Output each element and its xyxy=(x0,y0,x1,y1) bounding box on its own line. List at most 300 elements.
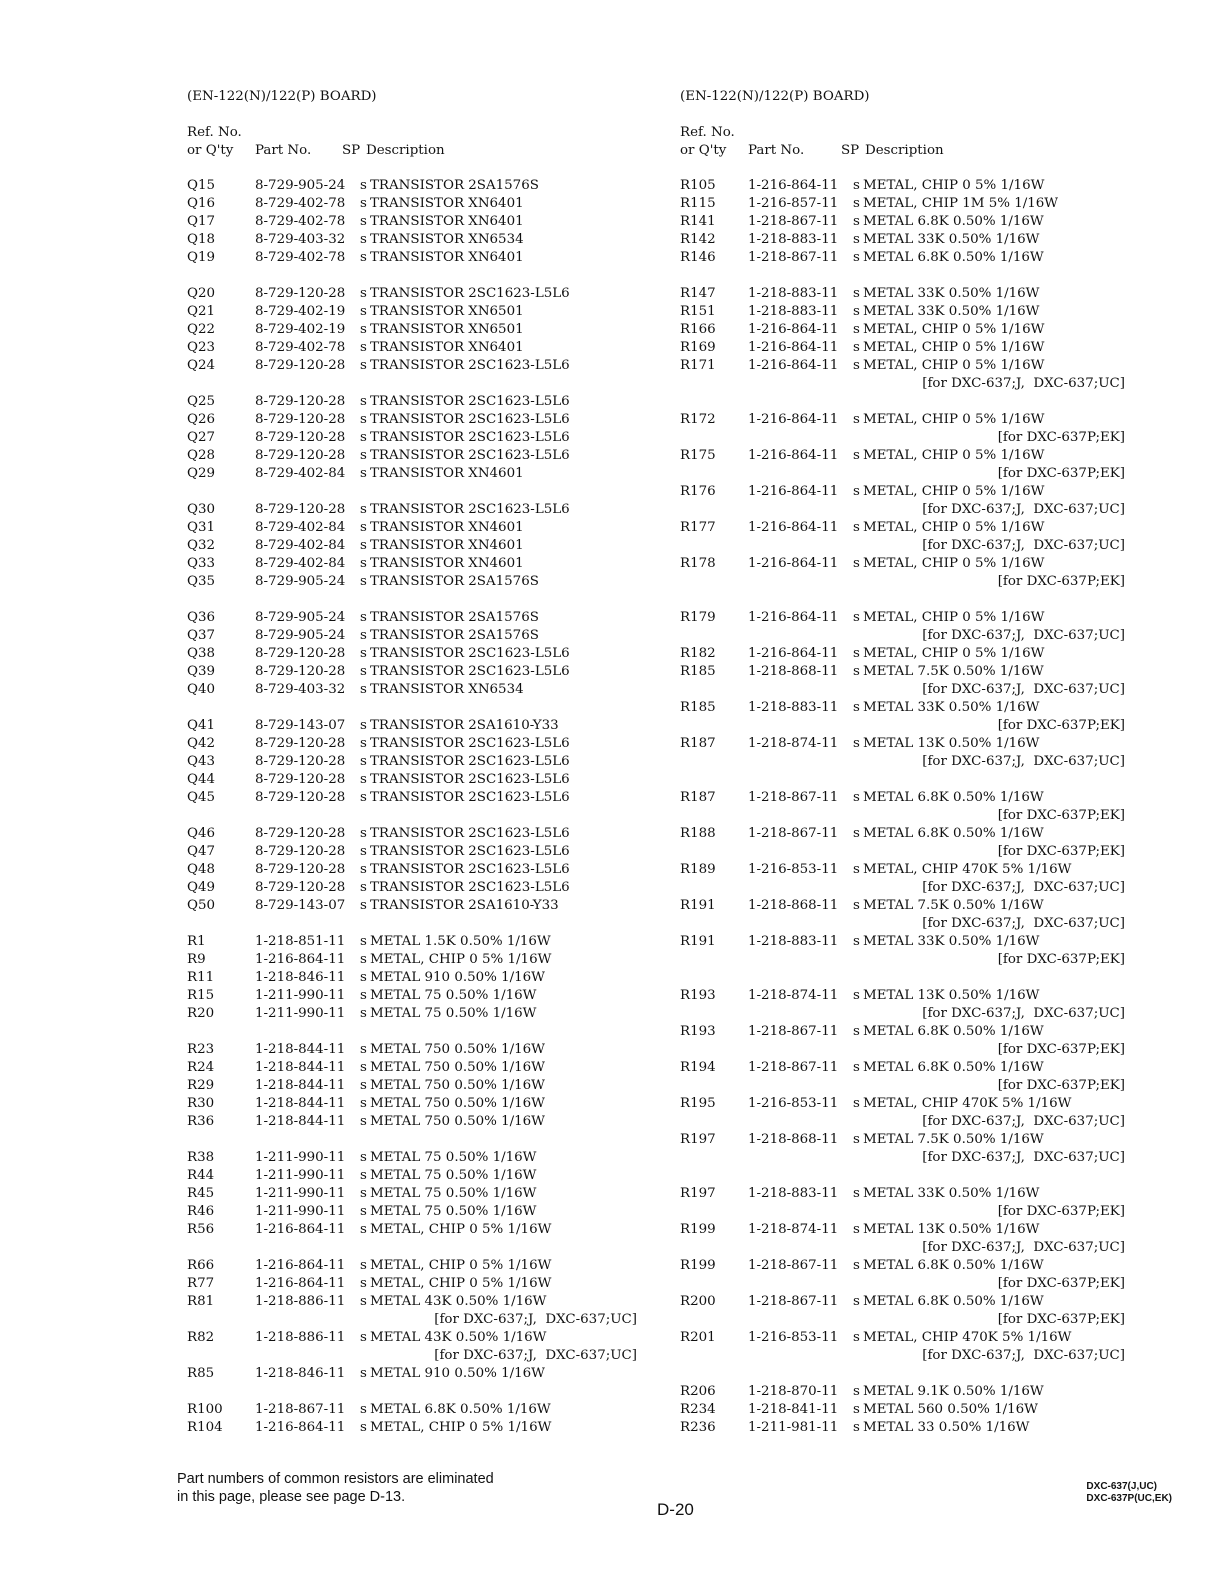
description: METAL 750 0.50% 1/16W xyxy=(370,1042,545,1057)
part-row xyxy=(187,465,637,483)
part-no: 8-729-120-28 xyxy=(255,646,346,661)
description: TRANSISTOR 2SC1623-L5L6 xyxy=(370,826,570,841)
part-row xyxy=(680,861,1125,879)
sp-mark: s xyxy=(853,826,860,841)
part-no: 8-729-120-28 xyxy=(255,754,346,769)
ref-no: R193 xyxy=(680,988,716,1003)
part-no: 1-216-864-11 xyxy=(748,322,839,337)
description: TRANSISTOR XN4601 xyxy=(370,520,524,535)
ref-no: Q22 xyxy=(187,322,216,337)
part-no: 1-218-868-11 xyxy=(748,1132,839,1147)
ref-no: Q45 xyxy=(187,790,216,805)
part-row xyxy=(187,537,637,555)
description: METAL, CHIP 0 5% 1/16W xyxy=(370,1222,552,1237)
part-row xyxy=(680,249,1125,267)
description: TRANSISTOR 2SC1623-L5L6 xyxy=(370,646,570,661)
sp-mark: s xyxy=(853,484,860,499)
model-note: [for DXC-637;J, DXC-637;UC] xyxy=(922,502,1125,517)
description: METAL 33K 0.50% 1/16W xyxy=(863,304,1040,319)
model-note-row xyxy=(680,879,1125,897)
part-no: 1-216-864-11 xyxy=(748,646,839,661)
part-no: 1-211-990-11 xyxy=(255,1006,346,1021)
sp-mark: s xyxy=(360,736,367,751)
ref-no: R20 xyxy=(187,1006,215,1021)
sp-mark: s xyxy=(360,1114,367,1129)
description: METAL 33K 0.50% 1/16W xyxy=(863,934,1040,949)
sp-mark: s xyxy=(360,682,367,697)
model-note: [for DXC-637P;EK] xyxy=(997,844,1125,859)
ref-no: R82 xyxy=(187,1330,215,1345)
page-number: D-20 xyxy=(657,1500,694,1519)
part-row xyxy=(680,357,1125,375)
description: TRANSISTOR 2SA1576S xyxy=(370,628,539,643)
sp-mark: s xyxy=(360,1168,367,1183)
part-no: 1-218-844-11 xyxy=(255,1042,346,1057)
part-row xyxy=(187,663,637,681)
sp-mark: s xyxy=(360,880,367,895)
part-no: 8-729-402-84 xyxy=(255,520,346,535)
sp-mark: s xyxy=(360,862,367,877)
part-row xyxy=(187,303,637,321)
part-no: 8-729-120-28 xyxy=(255,772,346,787)
description: TRANSISTOR 2SC1623-L5L6 xyxy=(370,736,570,751)
part-no: 8-729-402-78 xyxy=(255,340,346,355)
ref-no: R30 xyxy=(187,1096,215,1111)
header-qty: or Q'ty xyxy=(680,143,727,158)
sp-mark: s xyxy=(853,664,860,679)
part-row xyxy=(187,789,637,807)
model-note-row xyxy=(187,1347,637,1365)
model-note: [for DXC-637P;EK] xyxy=(997,1042,1125,1057)
header-qty: or Q'ty xyxy=(187,143,234,158)
ref-no: R44 xyxy=(187,1168,215,1183)
model-note: [for DXC-637;J, DXC-637;UC] xyxy=(922,1006,1125,1021)
ref-no: R171 xyxy=(680,358,716,373)
ref-no: Q44 xyxy=(187,772,216,787)
ref-no: R201 xyxy=(680,1330,716,1345)
parts-list-left xyxy=(187,177,637,1437)
sp-mark: s xyxy=(853,1258,860,1273)
model-note: [for DXC-637;J, DXC-637;UC] xyxy=(922,1348,1125,1363)
sp-mark: s xyxy=(360,1006,367,1021)
sp-mark: s xyxy=(853,1330,860,1345)
part-row xyxy=(187,1041,637,1059)
sp-mark: s xyxy=(360,466,367,481)
part-no: 1-218-844-11 xyxy=(255,1078,346,1093)
model-note-row xyxy=(680,1077,1125,1095)
part-no: 1-218-846-11 xyxy=(255,1366,346,1381)
part-no: 1-211-990-11 xyxy=(255,1150,346,1165)
sp-mark: s xyxy=(360,1330,367,1345)
sp-mark: s xyxy=(853,448,860,463)
model-line: DXC-637P(UC,EK) xyxy=(1086,1493,1172,1504)
sp-mark: s xyxy=(360,358,367,373)
part-row xyxy=(680,195,1125,213)
part-row xyxy=(187,555,637,573)
part-row xyxy=(680,1293,1125,1311)
sp-mark: s xyxy=(360,988,367,1003)
part-row xyxy=(680,645,1125,663)
part-no: 1-216-864-11 xyxy=(748,412,839,427)
description: METAL 13K 0.50% 1/16W xyxy=(863,988,1040,1003)
row-spacer xyxy=(680,1167,1125,1185)
description: TRANSISTOR 2SC1623-L5L6 xyxy=(370,772,570,787)
part-no: 1-216-864-11 xyxy=(255,1258,346,1273)
model-note-row xyxy=(680,465,1125,483)
description: TRANSISTOR 2SA1576S xyxy=(370,574,539,589)
ref-no: R185 xyxy=(680,664,716,679)
sp-mark: s xyxy=(360,1186,367,1201)
row-spacer xyxy=(680,1365,1125,1383)
row-spacer xyxy=(680,267,1125,285)
description: METAL 7.5K 0.50% 1/16W xyxy=(863,1132,1044,1147)
part-row xyxy=(187,645,637,663)
model-note-row xyxy=(680,501,1125,519)
part-no: 1-218-867-11 xyxy=(255,1402,346,1417)
model-note: [for DXC-637;J, DXC-637;UC] xyxy=(922,754,1125,769)
sp-mark: s xyxy=(853,358,860,373)
part-row xyxy=(680,339,1125,357)
sp-mark: s xyxy=(360,322,367,337)
ref-no: R178 xyxy=(680,556,716,571)
model-note: [for DXC-637P;EK] xyxy=(997,430,1125,445)
part-row xyxy=(680,285,1125,303)
description: METAL 7.5K 0.50% 1/16W xyxy=(863,898,1044,913)
sp-mark: s xyxy=(853,1024,860,1039)
sp-mark: s xyxy=(853,1420,860,1435)
model-note: [for DXC-637;J, DXC-637;UC] xyxy=(922,538,1125,553)
ref-no: R38 xyxy=(187,1150,215,1165)
part-row xyxy=(187,1275,637,1293)
ref-no: R182 xyxy=(680,646,716,661)
ref-no: Q17 xyxy=(187,214,216,229)
part-no: 8-729-120-28 xyxy=(255,358,346,373)
model-note-row xyxy=(680,843,1125,861)
model-note: [for DXC-637;J, DXC-637;UC] xyxy=(922,1240,1125,1255)
sp-mark: s xyxy=(360,178,367,193)
ref-no: R56 xyxy=(187,1222,215,1237)
sp-mark: s xyxy=(360,520,367,535)
description: METAL 6.8K 0.50% 1/16W xyxy=(863,826,1044,841)
model-note: [for DXC-637P;EK] xyxy=(997,952,1125,967)
model-line: DXC-637(J,UC) xyxy=(1086,1481,1157,1492)
part-row xyxy=(680,213,1125,231)
part-no: 8-729-905-24 xyxy=(255,178,346,193)
ref-no: R176 xyxy=(680,484,716,499)
part-row xyxy=(680,519,1125,537)
description: METAL 6.8K 0.50% 1/16W xyxy=(863,1060,1044,1075)
part-row xyxy=(187,609,637,627)
part-row xyxy=(680,1329,1125,1347)
part-row xyxy=(187,1095,637,1113)
part-row xyxy=(187,213,637,231)
ref-no: R104 xyxy=(187,1420,223,1435)
part-row xyxy=(680,987,1125,1005)
part-row xyxy=(680,1059,1125,1077)
ref-no: Q33 xyxy=(187,556,216,571)
ref-no: Q27 xyxy=(187,430,216,445)
description: METAL 43K 0.50% 1/16W xyxy=(370,1330,547,1345)
row-spacer xyxy=(680,393,1125,411)
part-no: 1-218-867-11 xyxy=(748,250,839,265)
header-description: Description xyxy=(366,143,445,158)
sp-mark: s xyxy=(360,1222,367,1237)
ref-no: R142 xyxy=(680,232,716,247)
part-row xyxy=(187,735,637,753)
header-part-no: Part No. xyxy=(748,143,805,158)
model-note: [for DXC-637P;EK] xyxy=(997,574,1125,589)
ref-no: R187 xyxy=(680,790,716,805)
sp-mark: s xyxy=(853,340,860,355)
ref-no: Q36 xyxy=(187,610,216,625)
sp-mark: s xyxy=(853,286,860,301)
model-note-row xyxy=(680,1275,1125,1293)
part-row xyxy=(680,231,1125,249)
sp-mark: s xyxy=(360,340,367,355)
description: METAL, CHIP 0 5% 1/16W xyxy=(863,412,1045,427)
part-no: 8-729-402-84 xyxy=(255,556,346,571)
part-no: 8-729-402-84 xyxy=(255,466,346,481)
part-no: 1-218-883-11 xyxy=(748,700,839,715)
part-no: 1-218-874-11 xyxy=(748,988,839,1003)
part-row xyxy=(187,357,637,375)
part-no: 1-218-867-11 xyxy=(748,790,839,805)
part-row xyxy=(680,825,1125,843)
part-row xyxy=(187,285,637,303)
footer-note-line: Part numbers of common resistors are eliminated xyxy=(177,1471,494,1487)
ref-no: R197 xyxy=(680,1132,716,1147)
ref-no: R191 xyxy=(680,934,716,949)
sp-mark: s xyxy=(853,1294,860,1309)
part-row xyxy=(680,555,1125,573)
part-row xyxy=(187,879,637,897)
ref-no: R9 xyxy=(187,952,206,967)
sp-mark: s xyxy=(853,1222,860,1237)
part-no: 1-218-874-11 xyxy=(748,736,839,751)
ref-no: R146 xyxy=(680,250,716,265)
parts-column-right xyxy=(680,88,1125,1437)
sp-mark: s xyxy=(853,862,860,877)
part-row xyxy=(680,1383,1125,1401)
description: METAL 6.8K 0.50% 1/16W xyxy=(863,214,1044,229)
ref-no: Q49 xyxy=(187,880,216,895)
description: TRANSISTOR 2SC1623-L5L6 xyxy=(370,790,570,805)
model-note: [for DXC-637;J, DXC-637;UC] xyxy=(922,682,1125,697)
part-no: 1-218-867-11 xyxy=(748,1294,839,1309)
ref-no: Q18 xyxy=(187,232,216,247)
sp-mark: s xyxy=(853,250,860,265)
part-no: 1-218-886-11 xyxy=(255,1294,346,1309)
ref-no: R23 xyxy=(187,1042,215,1057)
part-row xyxy=(187,1005,637,1023)
sp-mark: s xyxy=(853,934,860,949)
part-no: 1-218-883-11 xyxy=(748,286,839,301)
ref-no: Q31 xyxy=(187,520,216,535)
description: TRANSISTOR 2SC1623-L5L6 xyxy=(370,430,570,445)
part-no: 1-216-853-11 xyxy=(748,862,839,877)
ref-no: R36 xyxy=(187,1114,215,1129)
part-row xyxy=(187,1221,637,1239)
sp-mark: s xyxy=(360,286,367,301)
ref-no: Q48 xyxy=(187,862,216,877)
part-row xyxy=(187,1203,637,1221)
model-note: [for DXC-637P;EK] xyxy=(997,718,1125,733)
part-no: 8-729-120-28 xyxy=(255,394,346,409)
ref-no: R105 xyxy=(680,178,716,193)
part-row xyxy=(187,987,637,1005)
ref-no: Q37 xyxy=(187,628,216,643)
ref-no: Q47 xyxy=(187,844,216,859)
header-part-no: Part No. xyxy=(255,143,312,158)
description: METAL, CHIP 470K 5% 1/16W xyxy=(863,862,1072,877)
ref-no: R85 xyxy=(187,1366,215,1381)
sp-mark: s xyxy=(853,232,860,247)
part-row xyxy=(680,1221,1125,1239)
part-no: 1-216-864-11 xyxy=(748,448,839,463)
ref-no: Q43 xyxy=(187,754,216,769)
description: TRANSISTOR XN6401 xyxy=(370,250,524,265)
ref-no: R193 xyxy=(680,1024,716,1039)
part-no: 1-211-990-11 xyxy=(255,1186,346,1201)
ref-no: Q29 xyxy=(187,466,216,481)
sp-mark: s xyxy=(853,412,860,427)
description: METAL, CHIP 0 5% 1/16W xyxy=(863,322,1045,337)
header-ref-no: Ref. No. xyxy=(187,125,242,140)
part-row xyxy=(187,825,637,843)
part-row xyxy=(187,195,637,213)
ref-no: R187 xyxy=(680,736,716,751)
part-row xyxy=(680,1095,1125,1113)
ref-no: R197 xyxy=(680,1186,716,1201)
sp-mark: s xyxy=(360,1258,367,1273)
part-no: 8-729-905-24 xyxy=(255,610,346,625)
part-row xyxy=(680,933,1125,951)
description: METAL, CHIP 0 5% 1/16W xyxy=(863,610,1045,625)
description: TRANSISTOR 2SC1623-L5L6 xyxy=(370,448,570,463)
ref-no: R206 xyxy=(680,1384,716,1399)
ref-no: R151 xyxy=(680,304,716,319)
sp-mark: s xyxy=(360,1042,367,1057)
header-ref-no: Ref. No. xyxy=(680,125,735,140)
row-spacer xyxy=(187,483,637,501)
description: METAL 750 0.50% 1/16W xyxy=(370,1060,545,1075)
part-row xyxy=(680,1185,1125,1203)
description: METAL 910 0.50% 1/16W xyxy=(370,970,545,985)
header-sp: SP xyxy=(841,143,860,158)
part-row xyxy=(187,933,637,951)
description: METAL 33K 0.50% 1/16W xyxy=(863,700,1040,715)
description: METAL 1.5K 0.50% 1/16W xyxy=(370,934,551,949)
ref-no: R81 xyxy=(187,1294,215,1309)
ref-no: Q26 xyxy=(187,412,216,427)
ref-no: Q21 xyxy=(187,304,216,319)
part-no: 1-218-851-11 xyxy=(255,934,346,949)
description: METAL, CHIP 0 5% 1/16W xyxy=(863,340,1045,355)
part-no: 1-218-868-11 xyxy=(748,898,839,913)
description: TRANSISTOR 2SC1623-L5L6 xyxy=(370,394,570,409)
sp-mark: s xyxy=(853,610,860,625)
sp-mark: s xyxy=(360,610,367,625)
sp-mark: s xyxy=(360,448,367,463)
part-no: 8-729-402-19 xyxy=(255,322,346,337)
model-note: [for DXC-637;J, DXC-637;UC] xyxy=(922,1114,1125,1129)
part-no: 8-729-120-28 xyxy=(255,286,346,301)
description: METAL 13K 0.50% 1/16W xyxy=(863,1222,1040,1237)
model-note-row xyxy=(680,573,1125,591)
sp-mark: s xyxy=(853,1402,860,1417)
description: METAL 43K 0.50% 1/16W xyxy=(370,1294,547,1309)
description: TRANSISTOR 2SA1576S xyxy=(370,610,539,625)
sp-mark: s xyxy=(360,574,367,589)
ref-no: R24 xyxy=(187,1060,215,1075)
part-no: 8-729-402-84 xyxy=(255,538,346,553)
part-no: 8-729-905-24 xyxy=(255,628,346,643)
model-note-row xyxy=(680,1149,1125,1167)
part-no: 1-216-864-11 xyxy=(255,1420,346,1435)
ref-no: R234 xyxy=(680,1402,716,1417)
sp-mark: s xyxy=(360,826,367,841)
model-note: [for DXC-637;J, DXC-637;UC] xyxy=(922,376,1125,391)
model-note-row xyxy=(680,1203,1125,1221)
part-no: 1-218-841-11 xyxy=(748,1402,839,1417)
part-no: 1-218-844-11 xyxy=(255,1114,346,1129)
part-row xyxy=(187,501,637,519)
description: METAL 6.8K 0.50% 1/16W xyxy=(863,790,1044,805)
sp-mark: s xyxy=(360,664,367,679)
sp-mark: s xyxy=(360,718,367,733)
part-no: 1-218-874-11 xyxy=(748,1222,839,1237)
part-no: 8-729-402-78 xyxy=(255,214,346,229)
model-note-row xyxy=(680,1347,1125,1365)
row-spacer xyxy=(187,1131,637,1149)
description: METAL, CHIP 470K 5% 1/16W xyxy=(863,1330,1072,1345)
model-note: [for DXC-637;J, DXC-637;UC] xyxy=(922,1150,1125,1165)
part-row xyxy=(680,735,1125,753)
model-note-row xyxy=(680,1005,1125,1023)
model-note-row xyxy=(680,681,1125,699)
description: METAL, CHIP 0 5% 1/16W xyxy=(370,1258,552,1273)
description: METAL, CHIP 0 5% 1/16W xyxy=(863,448,1045,463)
part-row xyxy=(187,1365,637,1383)
description: TRANSISTOR 2SC1623-L5L6 xyxy=(370,664,570,679)
column-header xyxy=(187,124,637,160)
model-note-row xyxy=(680,915,1125,933)
ref-no: Q30 xyxy=(187,502,216,517)
ref-no: Q46 xyxy=(187,826,216,841)
part-row xyxy=(187,627,637,645)
ref-no: Q15 xyxy=(187,178,216,193)
part-row xyxy=(187,1113,637,1131)
model-note-row xyxy=(680,1239,1125,1257)
board-title: (EN-122(N)/122(P) BOARD) xyxy=(680,89,870,104)
sp-mark: s xyxy=(360,1060,367,1075)
part-no: 1-216-864-11 xyxy=(748,358,839,373)
row-spacer xyxy=(187,699,637,717)
model-note: [for DXC-637P;EK] xyxy=(997,466,1125,481)
part-no: 1-216-864-11 xyxy=(748,520,839,535)
part-row xyxy=(187,1077,637,1095)
ref-no: Q32 xyxy=(187,538,216,553)
ref-no: R199 xyxy=(680,1258,716,1273)
row-spacer xyxy=(187,267,637,285)
ref-no: Q38 xyxy=(187,646,216,661)
part-no: 1-218-844-11 xyxy=(255,1060,346,1075)
sp-mark: s xyxy=(853,214,860,229)
ref-no: R175 xyxy=(680,448,716,463)
part-no: 1-216-853-11 xyxy=(748,1096,839,1111)
part-row xyxy=(680,1401,1125,1419)
part-row xyxy=(680,177,1125,195)
